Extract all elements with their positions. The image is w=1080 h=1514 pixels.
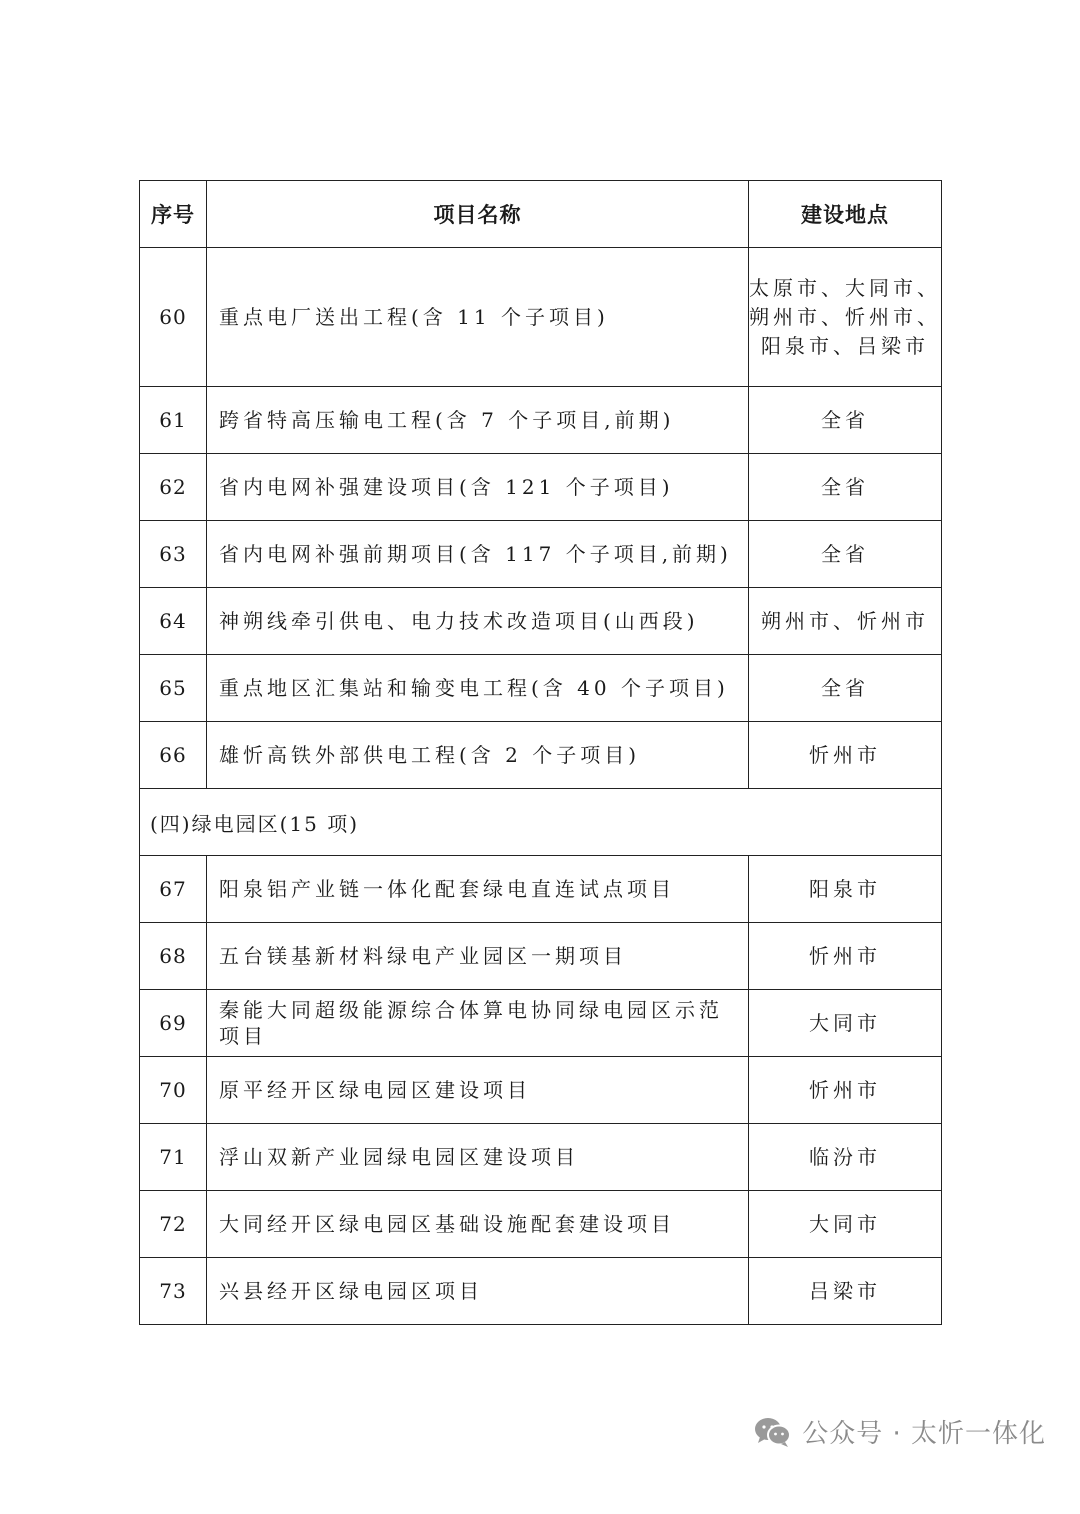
row-location: 朔州市、忻州市 [749,588,942,655]
section-row [140,789,942,856]
table-row [140,521,942,588]
section-title: (四)绿电园区(15 项) [140,789,942,856]
row-location: 忻州市 [749,722,942,789]
row-name: 省内电网补强前期项目(含 117 个子项目,前期) [207,521,749,588]
wechat-icon [754,1416,792,1448]
row-name: 原平经开区绿电园区建设项目 [207,1057,749,1124]
row-name: 雄忻高铁外部供电工程(含 2 个子项目) [207,722,749,789]
row-name: 重点地区汇集站和输变电工程(含 40 个子项目) [207,655,749,722]
table-row [140,990,942,1057]
row-no: 65 [140,655,207,722]
table-row [140,454,942,521]
row-location: 大同市 [749,990,942,1057]
header-name: 项目名称 [207,181,749,248]
row-no: 70 [140,1057,207,1124]
row-name: 神朔线牵引供电、电力技术改造项目(山西段) [207,588,749,655]
row-location: 阳泉市 [749,856,942,923]
row-name: 阳泉铝产业链一体化配套绿电直连试点项目 [207,856,749,923]
row-name: 跨省特高压输电工程(含 7 个子项目,前期) [207,387,749,454]
table-row [140,1124,942,1191]
table-row [140,588,942,655]
row-no: 69 [140,990,207,1057]
row-no: 64 [140,588,207,655]
row-no: 61 [140,387,207,454]
row-location: 全省 [749,521,942,588]
row-location: 全省 [749,454,942,521]
row-location: 全省 [749,655,942,722]
row-location: 忻州市 [749,1057,942,1124]
row-no: 73 [140,1258,207,1325]
row-no: 67 [140,856,207,923]
row-location: 大同市 [749,1191,942,1258]
row-name: 兴县经开区绿电园区项目 [207,1258,749,1325]
row-no: 62 [140,454,207,521]
row-name: 重点电厂送出工程(含 11 个子项目) [207,248,749,387]
row-no: 71 [140,1124,207,1191]
watermark-text: 公众号 · 太忻一体化 [802,1419,1046,1449]
row-location: 吕梁市 [749,1258,942,1325]
table-row [140,1191,942,1258]
table-row [140,1258,942,1325]
row-location: 忻州市 [749,923,942,990]
row-name: 省内电网补强建设项目(含 121 个子项目) [207,454,749,521]
table-row [140,655,942,722]
row-no: 68 [140,923,207,990]
table-row [140,387,942,454]
row-no: 60 [140,248,207,387]
project-table [139,180,942,1325]
row-name: 秦能大同超级能源综合体算电协同绿电园区示范项目 [207,990,749,1057]
table-row [140,722,942,789]
row-location: 全省 [749,387,942,454]
table-row [140,248,942,387]
table-row [140,856,942,923]
header-location: 建设地点 [749,181,942,248]
watermark [754,1413,1046,1450]
row-no: 63 [140,521,207,588]
row-name: 大同经开区绿电园区基础设施配套建设项目 [207,1191,749,1258]
row-location: 临汾市 [749,1124,942,1191]
row-no: 66 [140,722,207,789]
row-name: 五台镁基新材料绿电产业园区一期项目 [207,923,749,990]
table-header-row [140,181,942,248]
table-row [140,1057,942,1124]
row-location: 太原市、大同市、朔州市、忻州市、阳泉市、吕梁市 [749,248,942,387]
row-no: 72 [140,1191,207,1258]
header-no: 序号 [140,181,207,248]
row-name: 浮山双新产业园绿电园区建设项目 [207,1124,749,1191]
table-row [140,923,942,990]
